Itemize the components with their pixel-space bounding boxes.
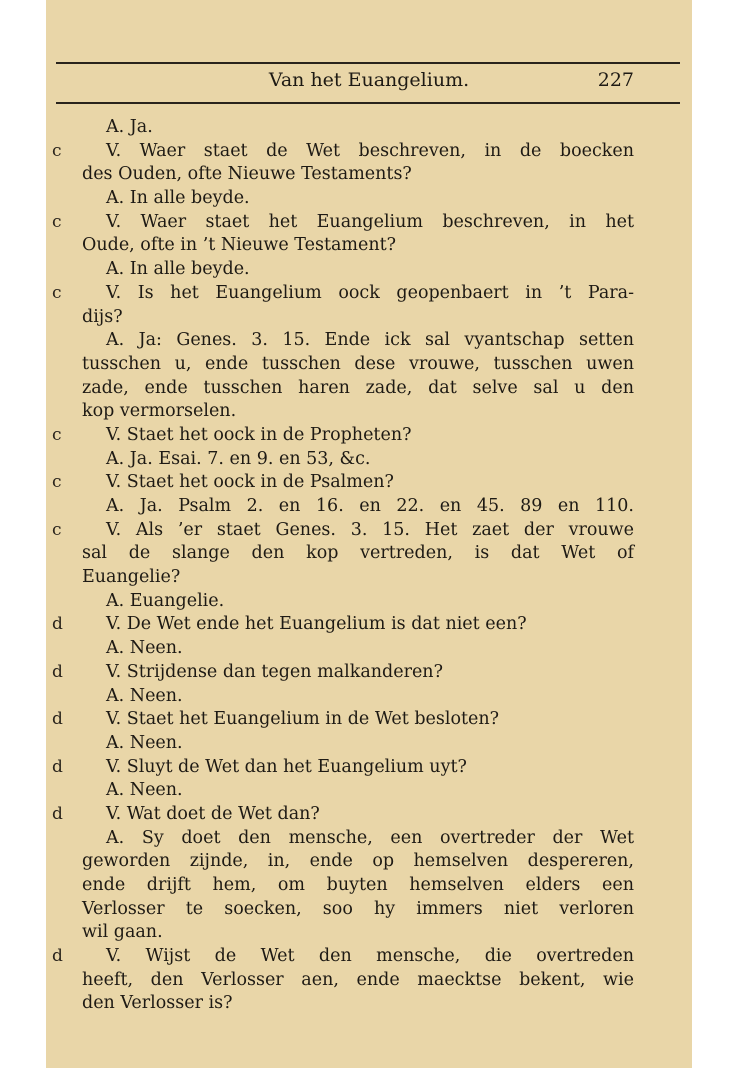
text-line [82, 542, 634, 566]
line-text: Oude, ofte in ’t Nieuwe Testament? [82, 235, 397, 256]
line-text: A. Neen. [106, 638, 183, 659]
running-header-title: Van het Euangelium. [268, 69, 470, 91]
line-text: A. Neen. [106, 685, 183, 706]
line-text: A. Ja. [106, 117, 153, 137]
text-line [52, 211, 634, 235]
margin-marker: d [52, 946, 63, 967]
margin-marker: c [52, 140, 62, 161]
text-line [82, 685, 634, 709]
line-text: geworden zijnde, in, ende op hemselven despereren, [82, 851, 634, 872]
line-text: V. Staet het oock in de Propheten? [106, 424, 412, 445]
line-text: V. Strijdense dan tegen malkanderen? [106, 661, 443, 682]
text-line [52, 471, 634, 495]
line-text: Verlosser te soecken, soo hy immers niet verloren [82, 898, 634, 919]
line-text: dijs? [82, 306, 123, 327]
line-text: V. De Wet ende het Euangelium is dat niet een? [106, 614, 527, 635]
text-line [52, 708, 634, 732]
text-line [82, 353, 634, 377]
margin-marker: c [52, 211, 62, 232]
text-line [52, 424, 634, 448]
line-text: den Verlosser is? [82, 993, 233, 1014]
text-line [52, 519, 634, 543]
line-text: A. In alle beyde. [106, 259, 250, 280]
line-text: V. Staet het Euangelium in de Wet besloten? [106, 709, 500, 730]
line-text: V. Staet het oock in de Psalmen? [106, 472, 394, 493]
margin-marker: d [52, 614, 63, 635]
text-line [52, 803, 634, 827]
text-line [82, 590, 634, 614]
margin-marker: d [52, 756, 63, 777]
line-text: V. Is het Euangelium oock geopenbaert in ’t Para- [106, 282, 634, 303]
margin-marker: c [52, 472, 62, 493]
line-text: V. Waer staet de Wet beschreven, in de boecken [106, 140, 634, 161]
text-line [52, 756, 634, 780]
text-line [52, 282, 634, 306]
text-line [52, 140, 634, 164]
text-line [82, 874, 634, 898]
text-line [82, 400, 634, 424]
line-text: A. In alle beyde. [106, 188, 250, 209]
text-line [82, 116, 634, 140]
line-text: V. Wijst de Wet den mensche, die overtreden [106, 946, 634, 967]
text-line [82, 637, 634, 661]
line-text: A. Ja. Psalm 2. en 16. en 22. en 45. 89 en 110. [106, 496, 634, 516]
text-line [82, 898, 634, 922]
line-text: V. Waer staet het Euangelium beschreven, in het [106, 211, 634, 232]
book-page [46, 0, 692, 1068]
line-text: kop vermorselen. [82, 401, 237, 422]
line-text: V. Wat doet de Wet dan? [106, 803, 320, 824]
text-line [82, 377, 634, 401]
line-text: zade, ende tusschen haren zade, dat selve sal u den [82, 377, 634, 398]
margin-marker: d [52, 803, 63, 824]
line-text: V. Als ’er staet Genes. 3. 15. Het zaet der vrouwe [106, 519, 634, 540]
page-number: 227 [597, 69, 634, 91]
line-text: A. Ja. Esai. 7. en 9. en 53, &c. [106, 448, 371, 469]
line-text: ende drijft hem, om buyten hemselven elders een [82, 875, 634, 895]
line-text: des Ouden, ofte Nieuwe Testaments? [82, 164, 412, 185]
text-line [52, 945, 634, 969]
text-line [52, 613, 634, 637]
line-text: A. Sy doet den mensche, een overtreder der Wet [106, 827, 634, 848]
text-line [82, 329, 634, 353]
margin-marker: d [52, 661, 63, 682]
text-line [82, 566, 634, 590]
text-line [82, 969, 634, 993]
line-text: wil gaan. [82, 922, 163, 943]
text-line [82, 850, 634, 874]
text-line [82, 448, 634, 472]
text-line [82, 992, 634, 1016]
header-rule-top [56, 62, 680, 64]
text-line [82, 306, 634, 330]
text-line [82, 163, 634, 187]
margin-marker: d [52, 709, 63, 730]
line-text: sal de slange den kop vertreden, is dat Wet of [82, 543, 634, 564]
margin-marker: c [52, 519, 62, 540]
margin-marker: c [52, 424, 62, 445]
text-line [82, 495, 634, 519]
text-line [82, 779, 634, 803]
text-line [82, 258, 634, 282]
line-text: A. Neen. [106, 780, 183, 801]
header-rule-bottom [56, 102, 680, 104]
text-line [82, 921, 634, 945]
line-text: A. Euangelie. [106, 590, 225, 611]
text-line [82, 827, 634, 851]
margin-marker: c [52, 282, 62, 303]
text-line [52, 661, 634, 685]
text-line [82, 187, 634, 211]
line-text: A. Ja: Genes. 3. 15. Ende ick sal vyantschap setten [106, 330, 634, 351]
line-text: V. Sluyt de Wet dan het Euangelium uyt? [106, 756, 467, 777]
line-text: A. Neen. [106, 732, 183, 753]
text-line [82, 234, 634, 258]
text-line [82, 732, 634, 756]
line-text: heeft, den Verlosser aen, ende maecktse bekent, wie [82, 969, 634, 990]
line-text: Euangelie? [82, 567, 181, 588]
body-text [52, 116, 634, 1016]
line-text: tusschen u, ende tusschen dese vrouwe, tusschen uwen [82, 353, 634, 374]
